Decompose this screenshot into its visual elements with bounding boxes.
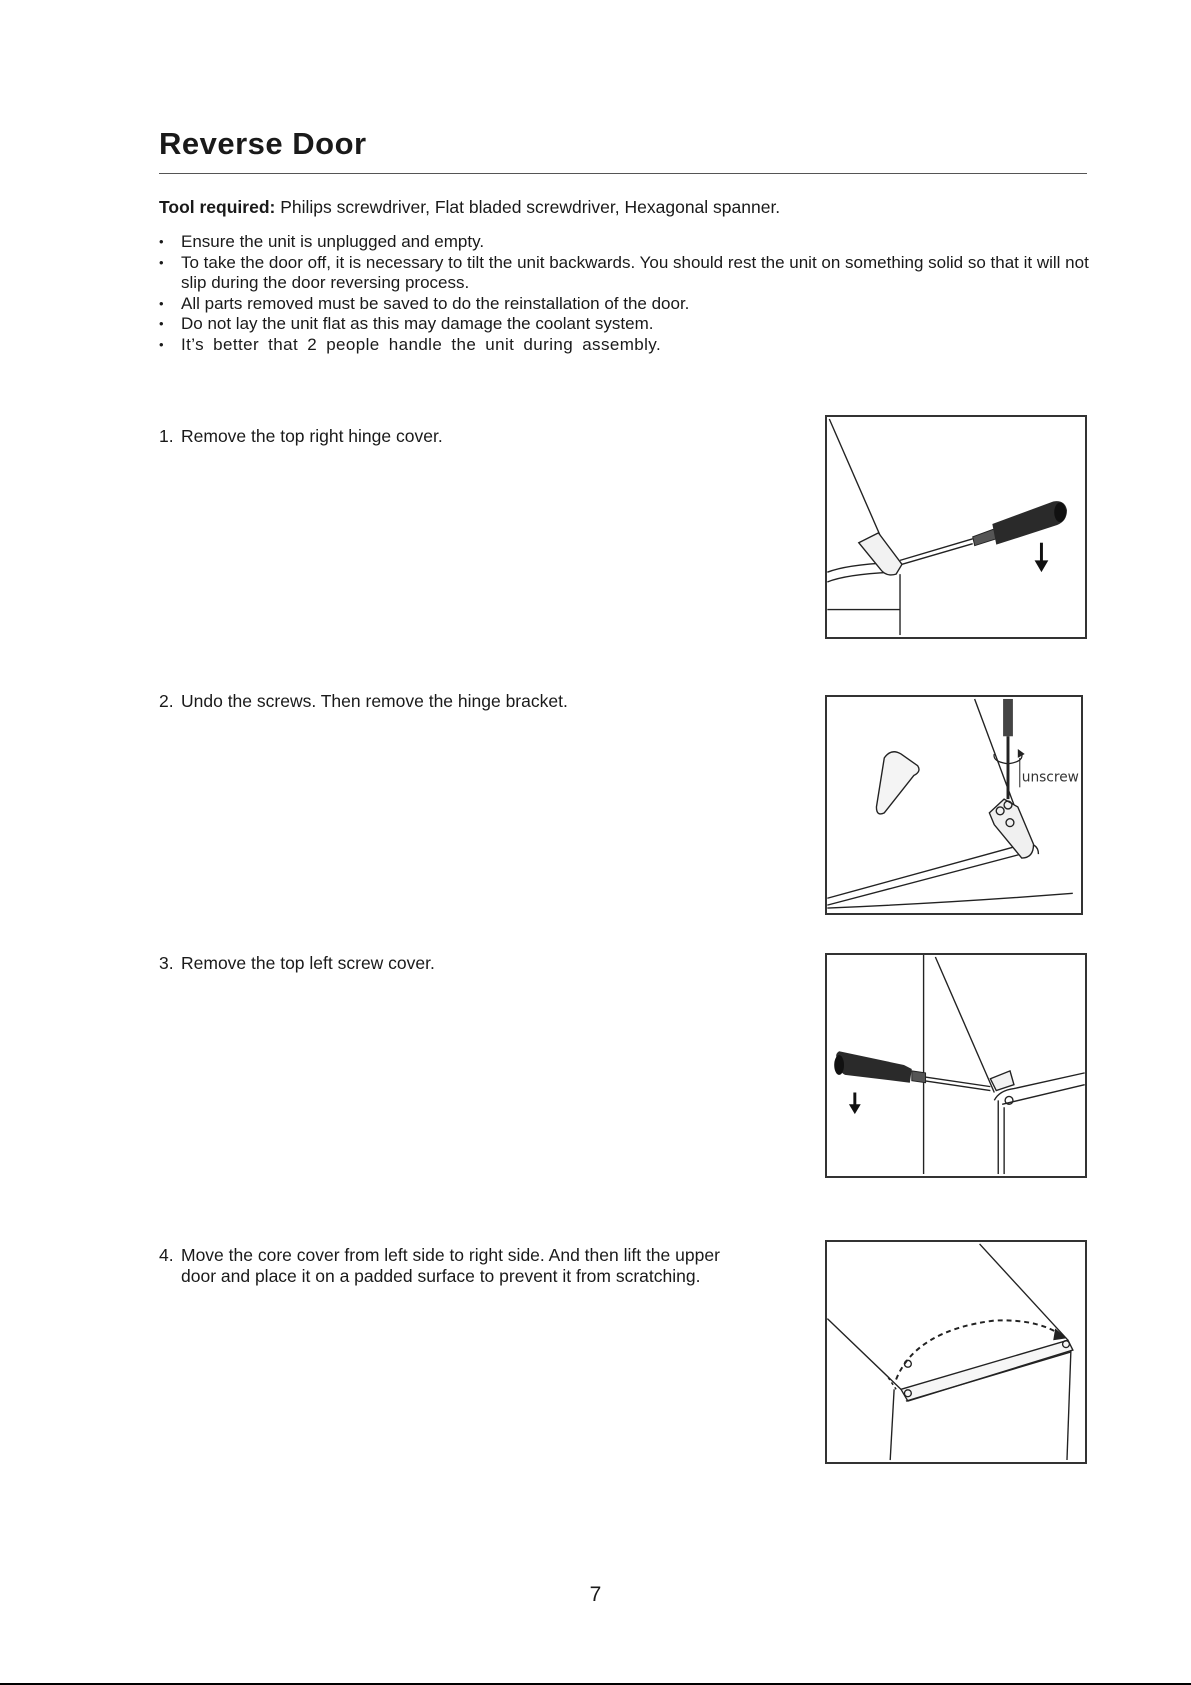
step-text: Undo the screws. Then remove the hinge bracket. bbox=[181, 691, 568, 711]
unscrew-label: unscrew bbox=[1021, 769, 1079, 786]
precaution-list bbox=[159, 232, 1089, 355]
step-text: Move the core cover from left side to right side. And then lift the upper bbox=[181, 1245, 720, 1265]
page-number: 7 bbox=[589, 1583, 602, 1606]
step-number: 2. bbox=[159, 691, 174, 711]
core-cover-move-drawing bbox=[827, 1242, 1085, 1462]
step-number: 3. bbox=[159, 953, 174, 973]
step-number: 4. bbox=[159, 1245, 174, 1265]
step-4 bbox=[159, 1245, 720, 1286]
step-text-continued: door and place it on a padded surface to prevent it from scratching. bbox=[181, 1265, 701, 1286]
precaution-item: • All parts removed must be saved to do the reinstallation of the door. bbox=[159, 294, 1089, 315]
step-3 bbox=[159, 953, 435, 974]
precaution-item: • It’s better that 2 people handle the unit during assembly. bbox=[159, 335, 1089, 356]
title-divider bbox=[159, 173, 1087, 174]
step-3-illustration bbox=[825, 953, 1087, 1178]
tools-required bbox=[159, 197, 780, 218]
step-4-illustration bbox=[825, 1240, 1087, 1464]
page-title: Reverse Door bbox=[159, 126, 367, 161]
step-2 bbox=[159, 691, 568, 712]
precaution-item: • To take the door off, it is necessary to tilt the unit backwards. You should rest the unit on something solid so that it will not slip during the door reversing process. bbox=[159, 253, 1089, 294]
hinge-cover-removal-drawing bbox=[827, 417, 1085, 637]
tools-label: Tool required: bbox=[159, 197, 276, 217]
step-number: 1. bbox=[159, 426, 174, 446]
hinge-bracket-removal-drawing bbox=[827, 697, 1081, 913]
step-1 bbox=[159, 426, 443, 447]
step-2-illustration bbox=[825, 695, 1083, 915]
tools-list: Philips screwdriver, Flat bladed screwdriver, Hexagonal spanner. bbox=[275, 197, 781, 217]
step-text: Remove the top left screw cover. bbox=[181, 953, 435, 973]
precaution-item: • Do not lay the unit flat as this may damage the coolant system. bbox=[159, 314, 1089, 335]
screw-cover-removal-drawing bbox=[827, 955, 1085, 1176]
precaution-item: • Ensure the unit is unplugged and empty. bbox=[159, 232, 1089, 253]
step-text: Remove the top right hinge cover. bbox=[181, 426, 443, 446]
step-1-illustration bbox=[825, 415, 1087, 639]
